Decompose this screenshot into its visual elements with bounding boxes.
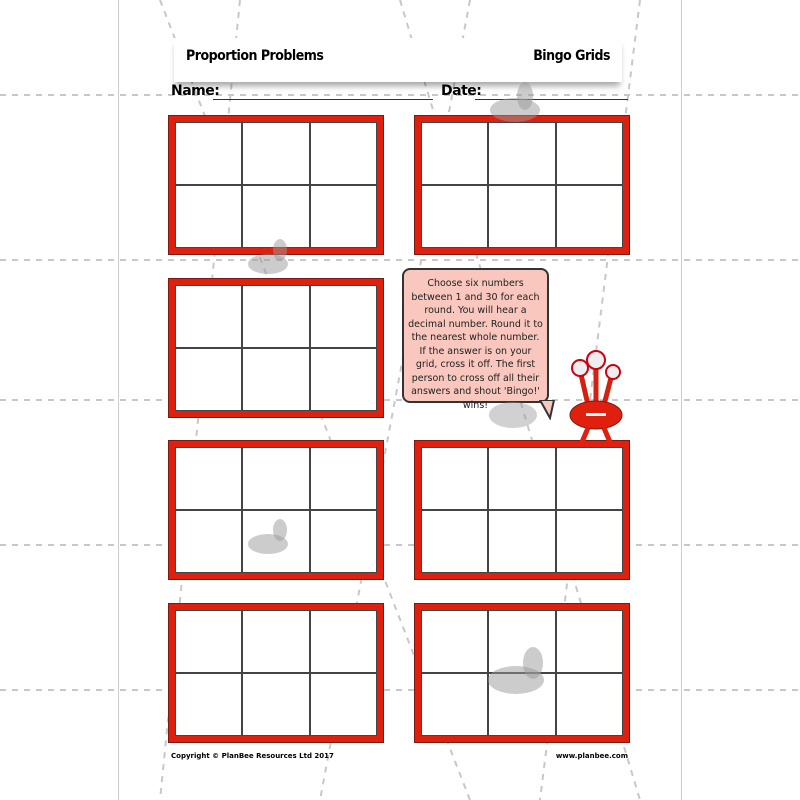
header-banner xyxy=(174,38,622,82)
copyright-text: Copyright © PlanBee Resources Ltd 2017 xyxy=(171,752,334,760)
worksheet-subtitle: Bingo Grids xyxy=(533,48,610,64)
bingo-grid xyxy=(415,116,629,254)
fly-watermark-icon xyxy=(478,645,558,700)
bingo-grid xyxy=(169,604,383,742)
website-link[interactable]: www.planbee.com xyxy=(555,752,628,760)
name-field[interactable] xyxy=(213,99,433,100)
instructions-text: Choose six numbers between 1 and 30 for each round. You will hear a decimal number. Round it to the nearest whole number. If the answer is on your grid, cross it off. The first person to cross off all their answers and shout 'Bingo!' wins! xyxy=(408,278,543,411)
fly-watermark-icon xyxy=(242,518,297,558)
fly-watermark-icon xyxy=(242,238,297,278)
bingo-grid xyxy=(169,279,383,417)
name-label: Name: xyxy=(171,83,220,99)
bingo-grid xyxy=(169,116,383,254)
bingo-grid xyxy=(169,441,383,579)
fly-watermark-icon xyxy=(478,380,548,435)
worksheet-title: Proportion Problems xyxy=(186,48,324,64)
date-label: Date: xyxy=(441,83,482,99)
red-alien-mascot-icon xyxy=(560,350,630,445)
bingo-grid xyxy=(415,441,629,579)
fly-watermark-icon xyxy=(480,82,550,127)
